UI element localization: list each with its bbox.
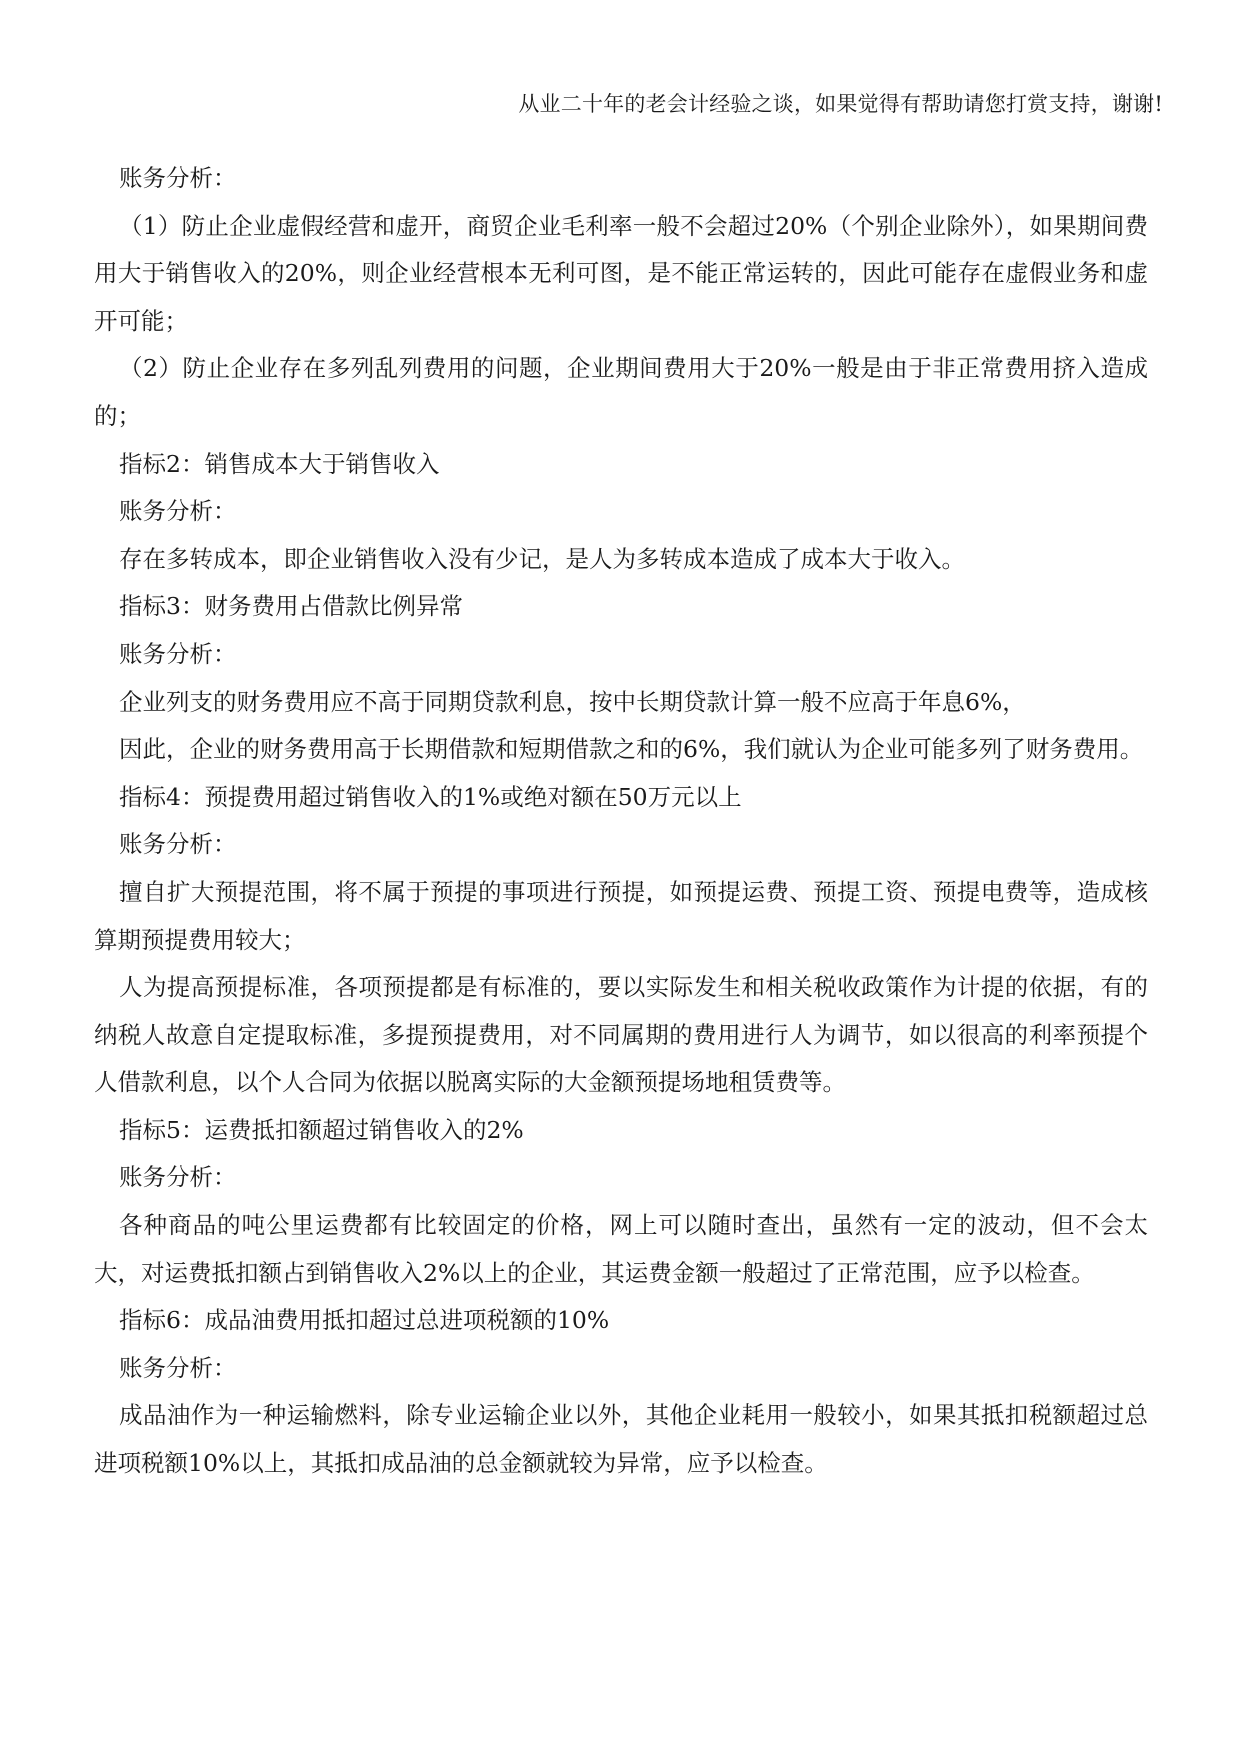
paragraph-indicator-3-detail-1: 企业列支的财务费用应不高于同期贷款利息，按中长期贷款计算一般不应高于年息6%， <box>119 687 1026 716</box>
paragraph-indicator-5: 指标5：运费抵扣额超过销售收入的2% <box>119 1115 524 1144</box>
paragraph-indicator-4: 指标4：预提费用超过销售收入的1%或绝对额在50万元以上 <box>119 782 742 811</box>
paragraph-indicator-4-detail-2: 人为提高预提标准，各项预提都是有标准的，要以实际发生和相关税收政策作为计提的依据，有的纳税人故意自定提取标准，多提预提费用，对不同属期的费用进行人为调节，如以很高的利率预提个人借款利息，以个人合同为依据以脱离实际的大金额预提场地租赁费等。 <box>94 973 1148 1097</box>
paragraph-point-2: （2）防止企业存在多列乱列费用的问题，企业期间费用大于20%一般是由于非正常费用挤入造成的； <box>94 354 1148 430</box>
paragraph-indicator-2: 指标2：销售成本大于销售收入 <box>119 449 440 478</box>
paragraph-account-analysis-4: 账务分析： <box>119 830 237 859</box>
paragraph-account-analysis-6: 账务分析： <box>119 1353 237 1382</box>
paragraph-indicator-2-detail: 存在多转成本，即企业销售收入没有少记，是人为多转成本造成了成本大于收入。 <box>119 544 965 573</box>
paragraph-account-analysis-2: 账务分析： <box>119 497 237 526</box>
paragraph-indicator-5-detail: 各种商品的吨公里运费都有比较固定的价格，网上可以随时查出，虽然有一定的波动，但不会太大，对运费抵扣额占到销售收入2%以上的企业，其运费金额一般超过了正常范围，应予以检查。 <box>94 1211 1148 1287</box>
paragraph-indicator-4-detail-1: 擅自扩大预提范围，将不属于预提的事项进行预提，如预提运费、预提工资、预提电费等，造成核算期预提费用较大； <box>94 877 1148 954</box>
paragraph-indicator-6-detail: 成品油作为一种运输燃料，除专业运输企业以外，其他企业耗用一般较小，如果其抵扣税额超过总进项税额10%以上，其抵扣成品油的总金额就较为异常，应予以检查。 <box>94 1401 1148 1478</box>
paragraph-account-analysis-1: 账务分析： <box>119 164 237 192</box>
header-note: 从业二十年的老会计经验之谈，如果觉得有帮助请您打赏支持，谢谢! <box>518 92 1163 116</box>
paragraph-indicator-6: 指标6：成品油费用抵扣超过总进项税额的10% <box>119 1306 610 1335</box>
paragraph-indicator-3: 指标3：财务费用占借款比例异常 <box>119 592 463 621</box>
document-body <box>94 155 1148 1488</box>
paragraph-point-1: （1）防止企业虚假经营和虚开，商贸企业毛利率一般不会超过20%（个别企业除外），如果期间费用大于销售收入的20%，则企业经营根本无利可图，是不能正常运转的，因此可能存在虚假业务和虚开可能； <box>94 211 1148 335</box>
paragraph-account-analysis-3: 账务分析： <box>119 639 237 668</box>
paragraph-account-analysis-5: 账务分析： <box>119 1163 237 1192</box>
paragraph-indicator-3-detail-2: 因此，企业的财务费用高于长期借款和短期借款之和的6%，我们就认为企业可能多列了财务费用。 <box>119 735 1144 764</box>
